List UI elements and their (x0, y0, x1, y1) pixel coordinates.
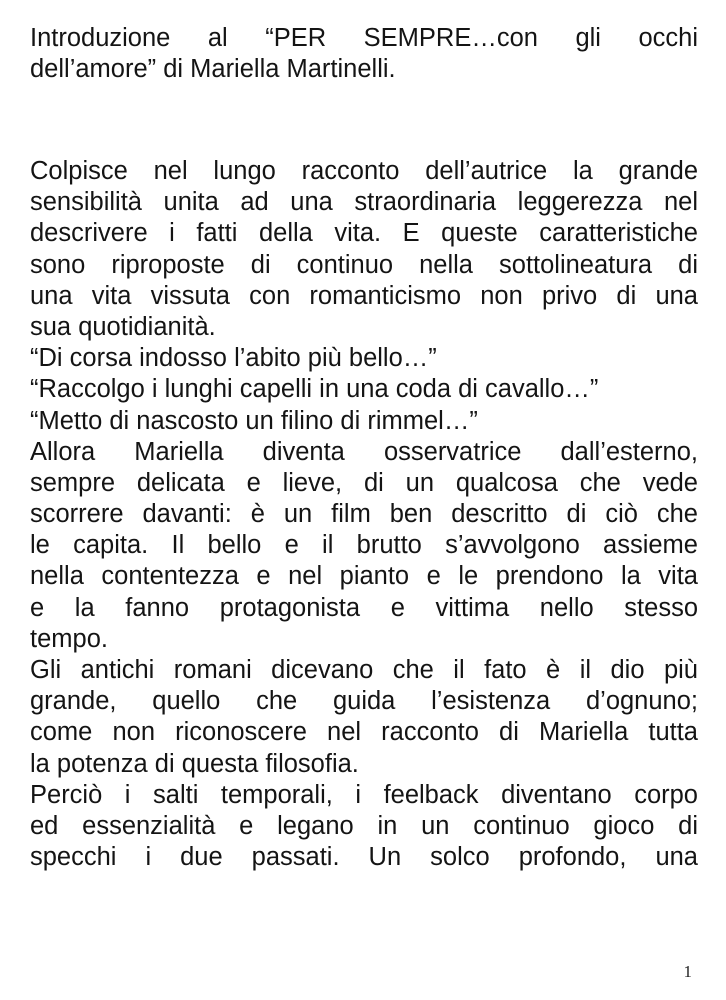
body-line: Allora Mariella diventa osservatrice dall’esterno, (30, 437, 698, 466)
body-line: le capita. Il bello e il brutto s’avvolgono assieme (30, 531, 698, 560)
page-number: 1 (683, 962, 692, 981)
body-line: specchi i due passati. Un solco profondo, una (30, 843, 698, 872)
body-line: descrivere i fatti della vita. E queste caratteristiche (30, 219, 698, 248)
body-line: sensibilità unita ad una straordinaria leggerezza nel (30, 188, 698, 217)
body-line: la potenza di questa filosofia. (30, 749, 359, 778)
body-line: Colpisce nel lungo racconto dell’autrice la grande (30, 157, 698, 185)
body-line: una vita vissuta con romanticismo non privo di una (30, 281, 698, 310)
body-line: sempre delicata e lieve, di un qualcosa che vede (30, 468, 698, 497)
body-line: “Raccolgo i lunghi capelli in una coda di cavallo…” (30, 375, 599, 404)
body-line: scorrere davanti: è un film ben descritto di ciò che (30, 500, 698, 529)
title-line: dell’amore” di Mariella Martinelli. (30, 55, 396, 84)
body-line: nella contentezza e nel pianto e le prendono la vita (30, 562, 698, 591)
body-line: e la fanno protagonista e vittima nello stesso (30, 593, 698, 622)
body-line: “Metto di nascosto un filino di rimmel…” (30, 406, 478, 435)
body-line: “Di corsa indosso l’abito più bello…” (30, 344, 437, 373)
body-line: Gli antichi romani dicevano che il fato è il dio più (30, 656, 698, 684)
body-line: tempo. (30, 624, 108, 653)
body-line: sono riproposte di continuo nella sottolineatura di (30, 250, 698, 279)
document-body (30, 156, 698, 873)
document-title (30, 23, 698, 85)
body-line: ed essenzialità e legano in un continuo gioco di (30, 811, 698, 840)
body-line: grande, quello che guida l’esistenza d’ognuno; (30, 687, 698, 716)
body-line: Perciò i salti temporali, i feelback diventano corpo (30, 780, 698, 809)
body-line: come non riconoscere nel racconto di Mariella tutta (30, 718, 698, 747)
body-line: sua quotidianità. (30, 312, 216, 341)
title-line: Introduzione al “PER SEMPRE…con gli occhi (30, 24, 698, 52)
